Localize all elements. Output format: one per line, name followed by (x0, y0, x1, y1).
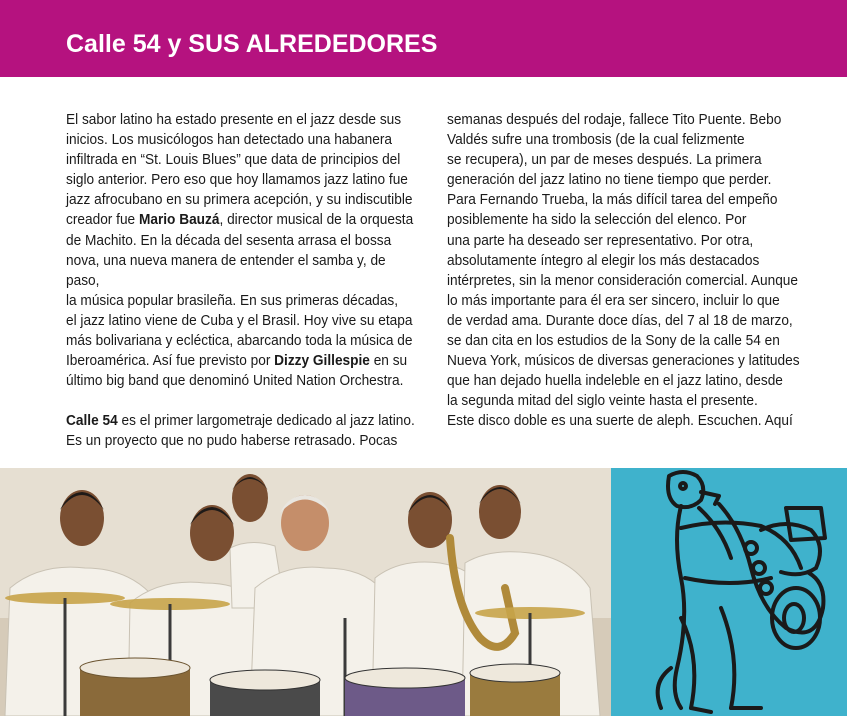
paragraph-1: El sabor latino ha estado presente en el jazz desde sus inicios. Los musicólogos han detectado una habanera infiltrada en “St. Louis Blues” que data de principios del siglo anterior. Pero eso que hoy llamamos jazz latino fue jazz afrocubano en su primera acepción, y su indiscutible creador fue Mario Bauzá, director musical de la orquesta de Machito. En la década del sesenta arrasa el bossa nova, una nueva manera de entender el samba y, de paso, la música popular brasileña. En sus primeras décadas, el jazz latino viene de Cuba y el Brasil. Hoy vive su etapa más bolivariana y ecléctica, abarcando toda la música de Iberoamérica. Así fue previsto por Dizzy Gillespie en su último big band que denominó United Nation Orchestra. (66, 111, 414, 390)
band-photo (0, 468, 611, 716)
right-text-column (447, 110, 800, 432)
saxophonist-drawing (611, 468, 847, 716)
film-title-calle-54: Calle 54 (66, 412, 118, 430)
left-text-column (66, 110, 419, 452)
page-title: Calle 54 y SUS ALREDEDORES (66, 30, 438, 58)
paragraph-2: Calle 54 es el primer largometraje dedicado al jazz latino. Es un proyecto que no pudo haberse retrasado. Pocas (66, 412, 415, 450)
header-bar (0, 0, 847, 77)
name-dizzy-gillespie: Dizzy Gillespie (274, 352, 370, 370)
band-photo-illustration (0, 468, 611, 716)
saxophonist-line-art (611, 468, 847, 716)
paragraph-3: semanas después del rodaje, fallece Tito Puente. Bebo Valdés sufre una trombosis (de la cual felizmente se recupera), un par de meses después. La primera generación del jazz latino no tiene tiempo que perder. Para Fernando Trueba, la más difícil tarea del empeño posiblemente ha sido la selección del elenco. Por una parte ha deseado ser representativo. Por otra, absolutamente íntegro al elegir los más destacados intérpretes, sin la menor consideración comercial. Aunque lo más importante para él era ser sincero, incluir lo que de verdad ama. Durante doce días, del 7 al 18 de marzo, se dan cita en los estudios de la Sony de la calle 54 en Nueva York, músicos de diversas generaciones y latitudes que han dejado huella indeleble en el jazz latino, desde la segunda mitad del siglo veinte hasta el presente. Este disco doble es una suerte de aleph. Escuchen. Aquí (447, 111, 800, 430)
name-mario-bauza: Mario Bauzá (138, 211, 220, 229)
